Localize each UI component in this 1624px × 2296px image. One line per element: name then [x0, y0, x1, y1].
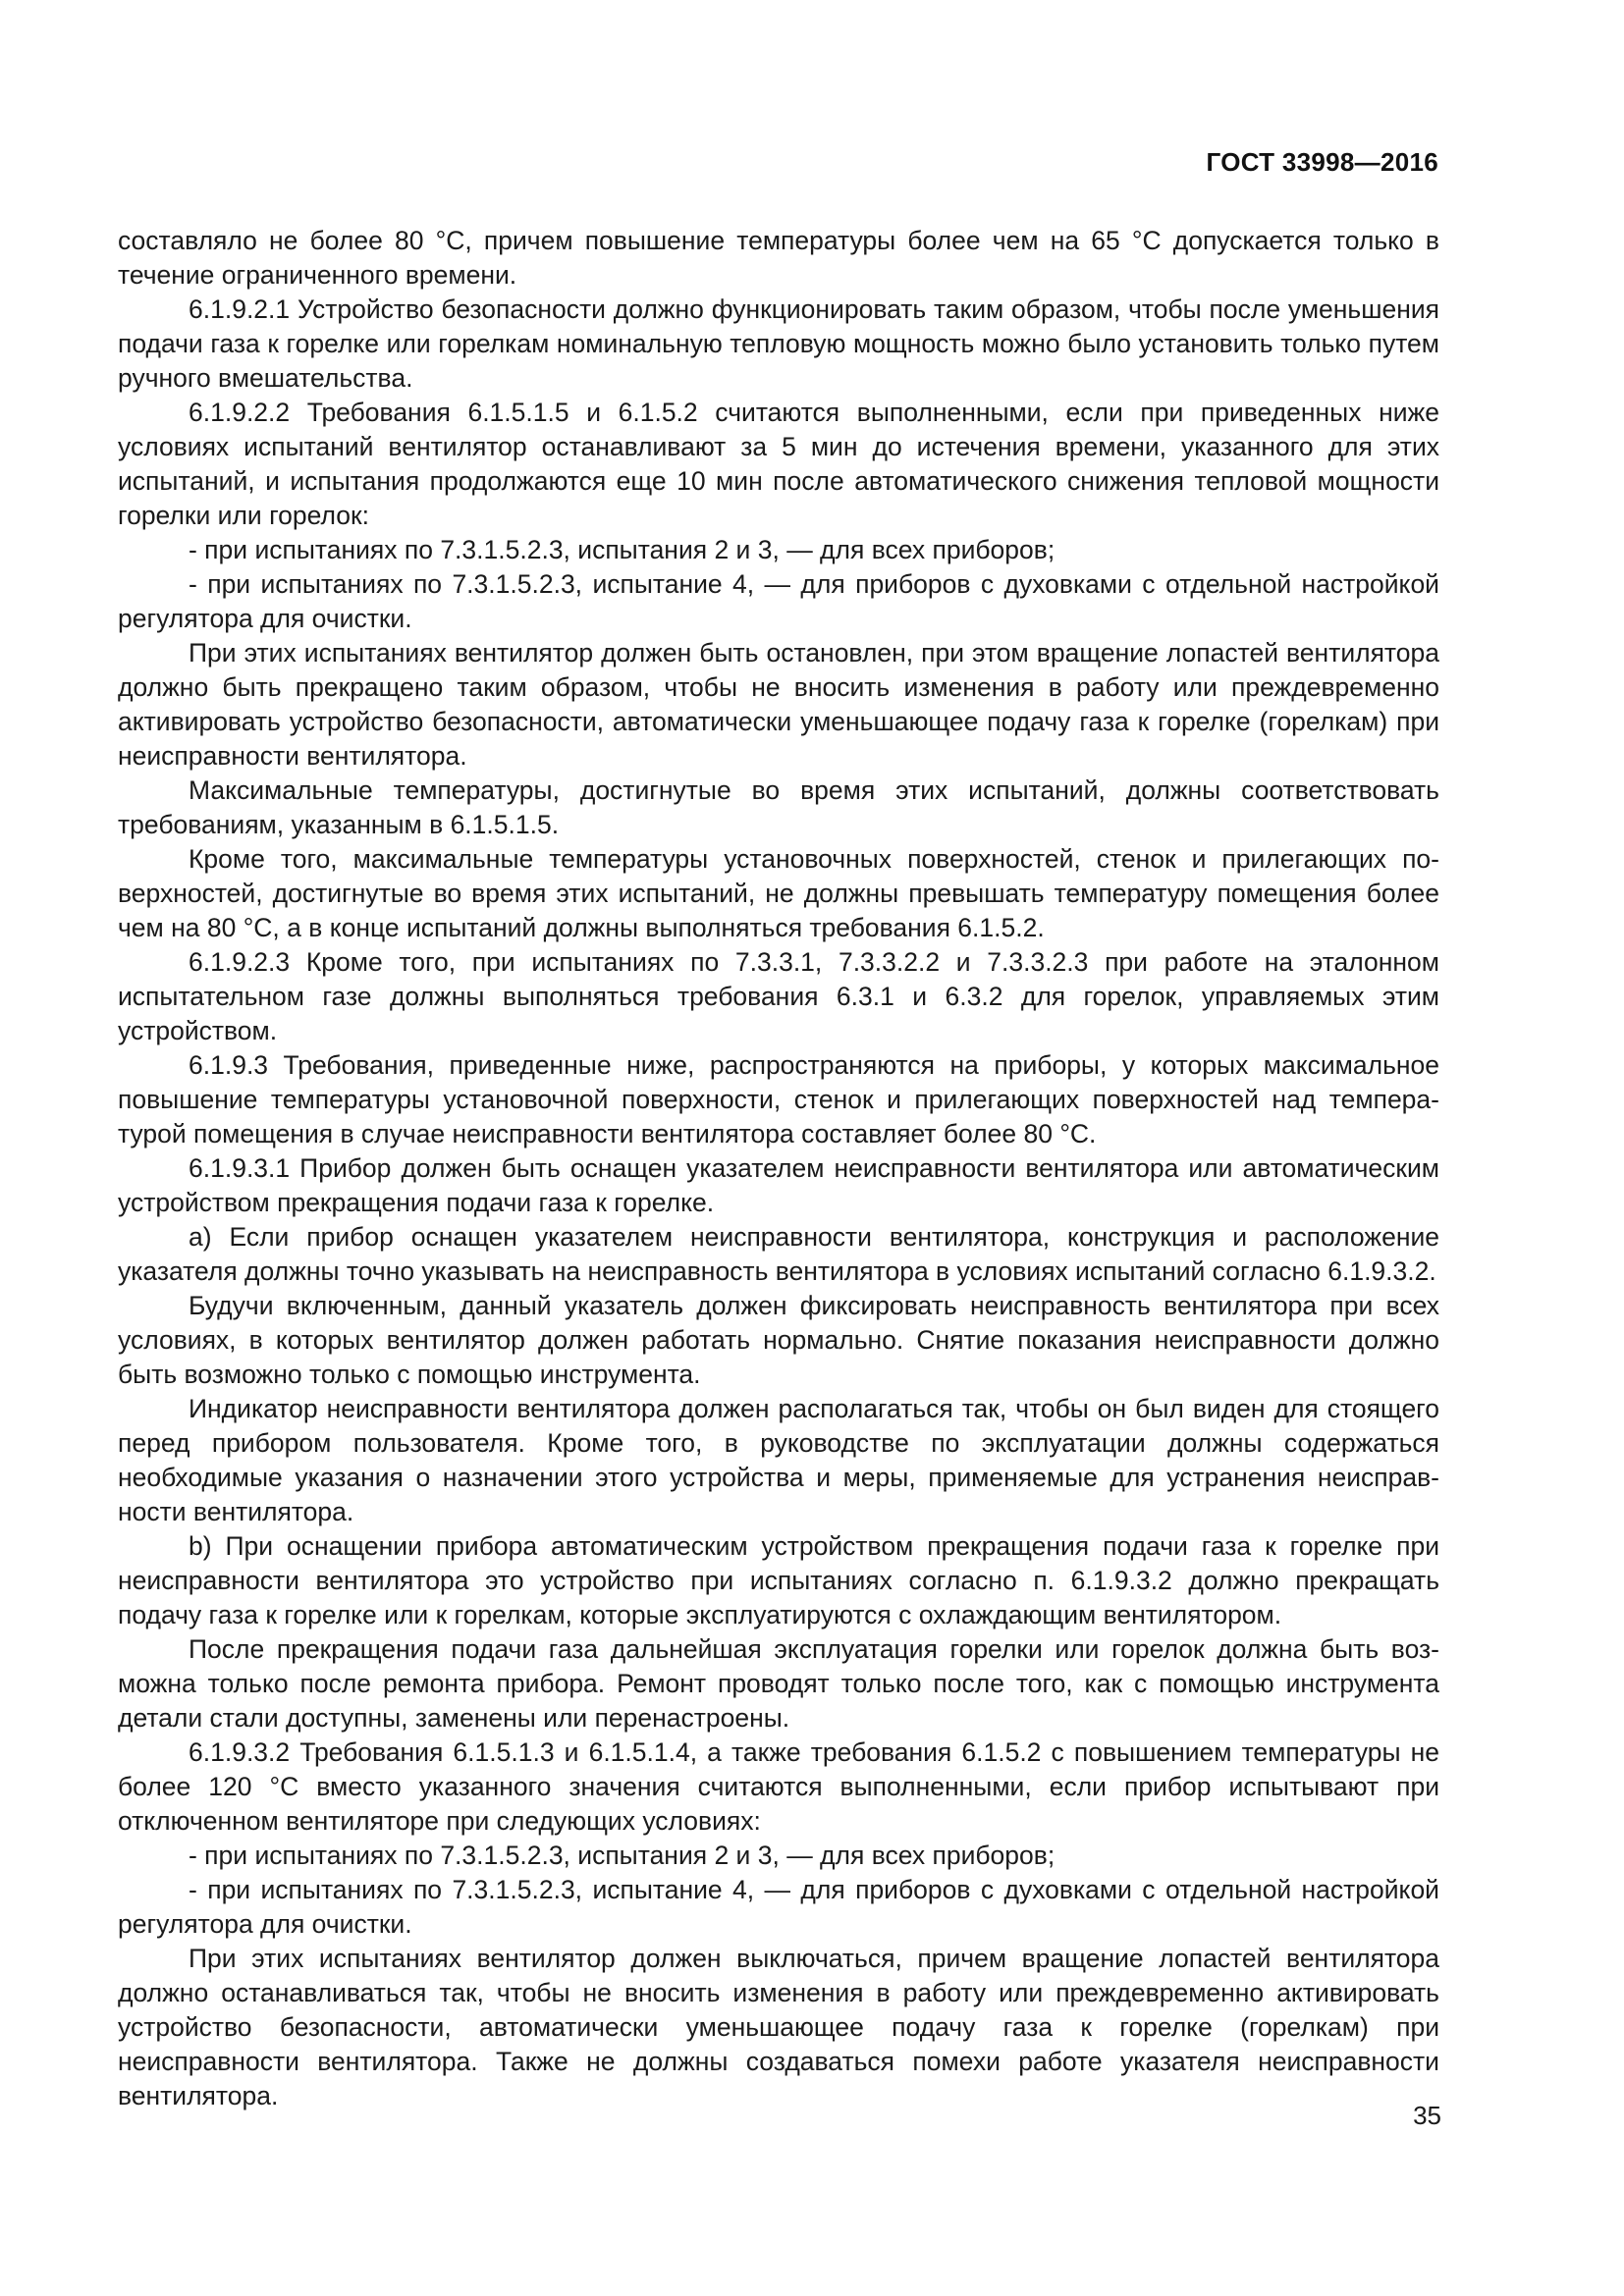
document-body [118, 224, 1439, 2113]
paragraph: Кроме того, максимальные температуры установочных поверхностей, стенок и прилегающих поверхностей, достигнутые во время этих испытаний, не должны превышать температуру помещения более чем на 80 °С, а в конце испытаний должны выполняться требования 6.1.5.2. [118, 844, 1439, 942]
paragraph: Максимальные температуры, достигнутые во время этих испытаний, должны соответствовать требованиям, указанным в 6.1.5.1.5. [118, 775, 1439, 839]
paragraph: составляло не более 80 °С, причем повышение температуры более чем на 65 °С допускается только в течение ограниченного времени. [118, 226, 1439, 290]
paragraph: 6.1.9.2.2 Требования 6.1.5.1.5 и 6.1.5.2 считаются выполненными, если при приведенных ниже условиях испытаний вентилятор останавливают за 5 мин до истечения времени, указанного для этих испытаний, и испытания продолжаются еще 10 мин после автоматического снижения тепловой мощности горелки или горелок: [118, 398, 1439, 530]
paragraph: 6.1.9.2.1 Устройство безопасности должно функционировать таким образом, чтобы после уменьшения подачи газа к горелке или горелкам номинальную тепловую мощность можно было установить только путем ручного вмешательства. [118, 294, 1439, 393]
page-number: 35 [1413, 2101, 1441, 2130]
paragraph: b) При оснащении прибора автоматическим устройством прекращения подачи газа к горелке при неисправности вентилятора это устройство при испытаниях согласно п. 6.1.9.3.2 должно прекращать подачу газа к горелке или к горелкам, которые эксплуатируются с охлаждающим вентилятором. [118, 1531, 1439, 1629]
paragraph: - при испытаниях по 7.3.1.5.2.3, испытания 2 и 3, — для всех приборов; [189, 535, 1056, 564]
paragraph: При этих испытаниях вентилятор должен выключаться, причем вращение лопастей вентилятора должно останавливаться так, чтобы не вносить изменения в работу или преждевременно активировать устройство безопасности, автоматически уменьшающее подачу газа к горелке (горелкам) при неисправности вентилятора. Также не должны создаваться помехи работе указателя неисправности вентилятора. [118, 1944, 1439, 2110]
paragraph: 6.1.9.3.1 Прибор должен быть оснащен указателем неисправности вентилятора или автоматическим устройством прекращения подачи газа к горелке. [118, 1153, 1439, 1217]
paragraph: Индикатор неисправности вентилятора должен располагаться так, чтобы он был виден для стоящего перед прибором пользователя. Кроме того, в руководстве по эксплуатации должны содержаться необходимые указания о назначении этого устройства и меры, применяемые для устранения неисправности вентилятора. [118, 1394, 1439, 1526]
paragraph: 6.1.9.2.3 Кроме того, при испытаниях по 7.3.3.1, 7.3.3.2.2 и 7.3.3.2.3 при работе на эталонном испытательном газе должны выполняться требования 6.3.1 и 6.3.2 для горелок, управляемых этим устройством. [118, 947, 1439, 1045]
paragraph: - при испытаниях по 7.3.1.5.2.3, испытание 4, — для приборов с духовками с отдельной настройкой регулятора для очистки. [118, 569, 1439, 633]
paragraph: После прекращения подачи газа дальнейшая эксплуатация горелки или горелок должна быть возможна только после ремонта прибора. Ремонт проводят только после того, как с помощью инструмента детали стали доступны, заменены или перенастроены. [118, 1634, 1439, 1733]
paragraph: a) Если прибор оснащен указателем неисправности вентилятора, конструкция и расположение указателя должны точно указывать на неисправность вентилятора в условиях испытаний согласно 6.1.9.3.2. [118, 1222, 1439, 1286]
document-code-header: ГОСТ 33998—2016 [1206, 147, 1438, 177]
paragraph: При этих испытаниях вентилятор должен быть остановлен, при этом вращение лопастей вентилятора должно быть прекращено таким образом, чтобы не вносить изменения в работу или преждевременно активировать устройство безопасности, автоматически уменьшающее подачу газа к горелке (горелкам) при неисправности вентилятора. [118, 638, 1439, 771]
paragraph: Будучи включенным, данный указатель должен фиксировать неисправность вентилятора при всех условиях, в которых вентилятор должен работать нормально. Снятие показания неисправности должно быть возможно только с помощью инструмента. [118, 1291, 1439, 1389]
paragraph: - при испытаниях по 7.3.1.5.2.3, испытание 4, — для приборов с духовками с отдельной настройкой регулятора для очистки. [118, 1875, 1439, 1939]
paragraph: - при испытаниях по 7.3.1.5.2.3, испытания 2 и 3, — для всех приборов; [189, 1841, 1056, 1870]
paragraph: 6.1.9.3 Требования, приведенные ниже, распространяются на приборы, у которых максимальное повышение температуры установочной поверхности, стенок и прилегающих поверхностей над температурой помещения в случае неисправности вентилятора составляет более 80 °С. [118, 1050, 1439, 1148]
paragraph: 6.1.9.3.2 Требования 6.1.5.1.3 и 6.1.5.1.4, а также требования 6.1.5.2 с повышением температуры не более 120 °С вместо указанного значения считаются выполненными, если прибор испытывают при отключенном вентиляторе при следующих условиях: [118, 1737, 1439, 1836]
